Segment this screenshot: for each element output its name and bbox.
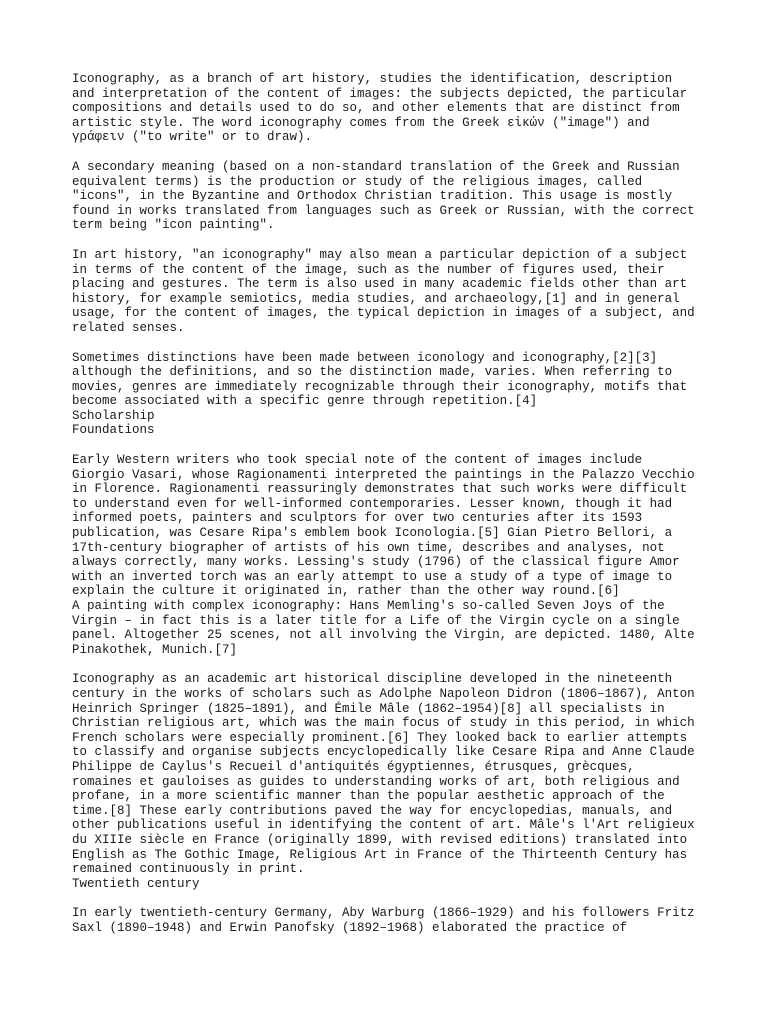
paragraph-academic-discipline: Iconography as an academic art historical discipline developed in the nineteenth century in the works of scholars such as Adolphe Napoleon Didron (1806–1867), Anton Heinrich Springer (1825–1891), and Émile Mâle (1862–1954)[8] all specialists in Christian religious art, which was the main focus of study in this period, in which French scholars were especially prominent.[6] They looked back to earlier attempts to classify and organise subjects encyclopedically like Cesare Ripa and Anne Claude Philippe de Caylus's Recueil d'antiquités égyptiennes, étrusques, grècques, romaines et gauloises as guides to understanding works of art, both religious and profane, in a more scientific manner than the popular aesthetic approach of the time.[8] These early contributions paved the way for encyclopedias, manuals, and other publications useful in identifying the content of art. Mâle's l'Art religieux du XIIIe siècle en France (originally 1899, with revised editions) translated into English as The Gothic Image, Religious Art in France of the Thirteenth Century has remained continuously in print. [72, 672, 695, 877]
paragraph-early-writers: Early Western writers who took special note of the content of images include Giorgio Vasari, whose Ragionamenti interpreted the paintings in the Palazzo Vecchio in Florence. Ragionamenti reassuringly demonstrates that such works were difficult to understand even for well-informed contemporaries. Lesser known, though it had informed poets, painters and sculptors for over two centuries after its 1593 publication, was Cesare Ripa's emblem book Iconologia.[5] Gian Pietro Bellori, a 17th-century biographer of artists of his own time, describes and analyses, not always correctly, many works. Lessing's study (1796) of the classical figure Amor with an inverted torch was an early attempt to use a study of a type of image to explain the culture it originated in, rather than the other way round.[6] [72, 453, 695, 599]
paragraph-secondary-meaning: A secondary meaning (based on a non-standard translation of the Greek and Russian equivalent terms) is the production or study of the religious images, called "icons", in the Byzantine and Orthodox Christian tradition. This usage is mostly found in works translated from languages such as Greek or Russian, with the correct term being "icon painting". [72, 159, 695, 233]
paragraph-painting-caption: A painting with complex iconography: Hans Memling's so-called Seven Joys of the Virgin – in fact this is a later title for a Life of the Virgin cycle on a single panel. Altogether 25 scenes, not all involving the Virgin, are depicted. 1480, Alte Pinakothek, Munich.[7] [72, 599, 695, 657]
paragraph-art-history: In art history, "an iconography" may also mean a particular depiction of a subject in terms of the content of the image, such as the number of figures used, their placing and gestures. The term is also used in many academic fields other than art history, for example semiotics, media studies, and archaeology,[1] and in general usage, for the content of images, the typical depiction in images of a subject, and related senses. [72, 247, 695, 335]
heading-foundations: Foundations [72, 423, 155, 438]
heading-twentieth-century: Twentieth century [72, 876, 200, 891]
heading-scholarship: Scholarship [72, 408, 155, 423]
paragraph-twentieth-century: In early twentieth-century Germany, Aby Warburg (1866–1929) and his followers Fritz Saxl (1890–1948) and Erwin Panofsky (1892–1968) elaborated the practice of [72, 906, 695, 935]
paragraph-distinctions: Sometimes distinctions have been made between iconology and iconography,[2][3] although the definitions, and so the distinction made, varies. When referring to movies, genres are immediately recognizable through their iconography, motifs that become associated with a specific genre through repetition.[4] [72, 350, 688, 409]
document-page [72, 72, 712, 935]
paragraph-intro: Iconography, as a branch of art history, studies the identification, description and interpretation of the content of images: the subjects depicted, the particular compositions and details used to do so, and other elements that are distinct from artistic style. The word iconography comes from the Greek εἰκών ("image") and γράφειν ("to write" or to draw). [72, 72, 688, 145]
